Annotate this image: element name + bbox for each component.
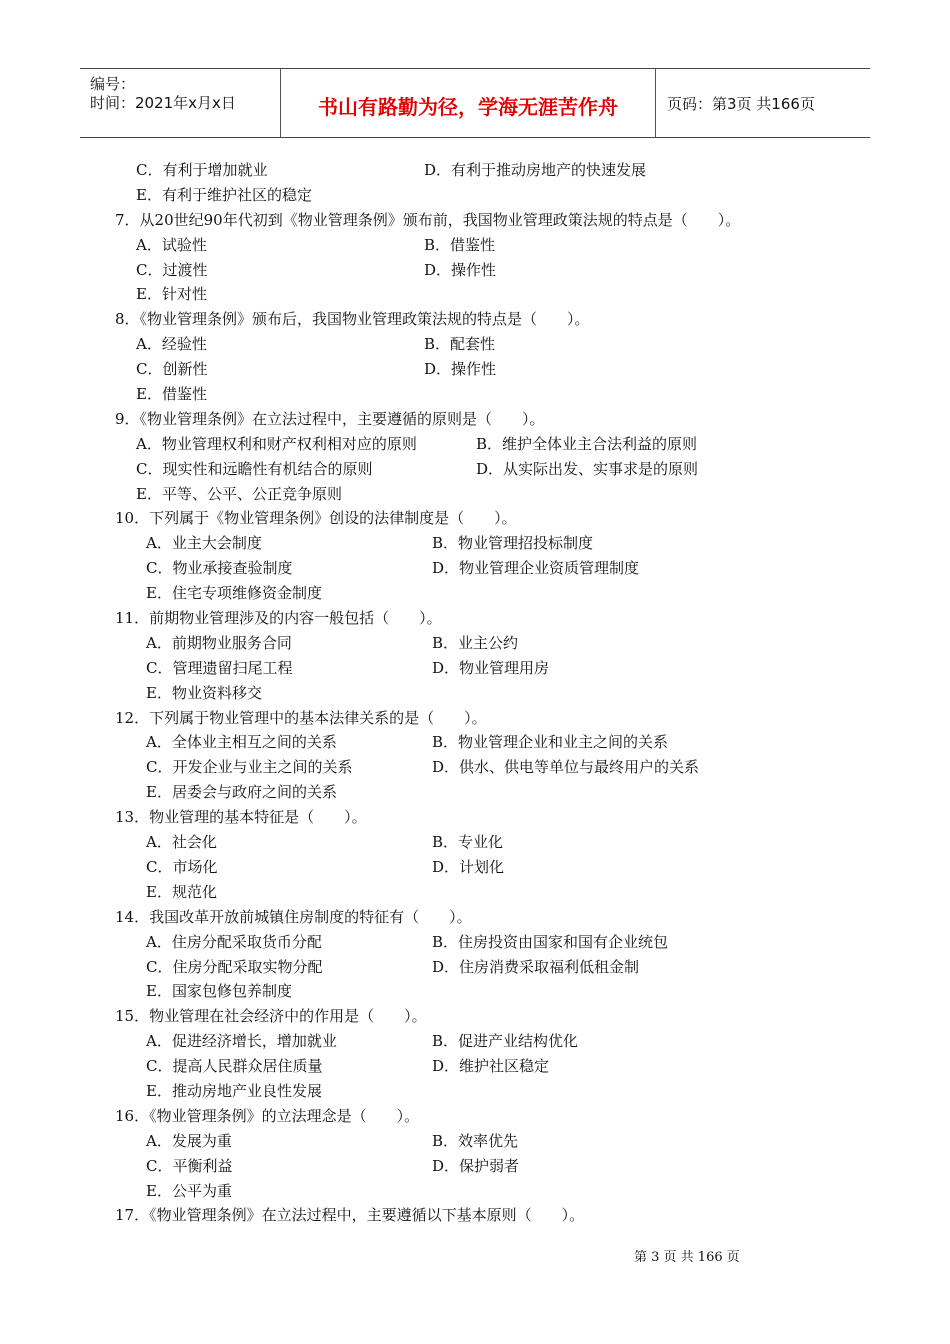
option-right: D．供水、供电等单位与最终用户的关系 [432, 758, 700, 777]
option-left: E．推动房地产业良性发展 [146, 1081, 322, 1100]
option-right: B．住房投资由国家和国有企业统包 [432, 932, 669, 951]
question-stem [0, 407, 950, 432]
option-row [0, 158, 950, 183]
option-row [0, 332, 950, 357]
option-row [0, 1054, 950, 1079]
option-left: A．促进经济增长，增加就业 [146, 1032, 337, 1051]
option-row [0, 357, 950, 382]
option-row [0, 1179, 950, 1204]
option-row [0, 556, 950, 581]
question-text: 15．物业管理在社会经济中的作用是（ ）。 [115, 1007, 427, 1026]
option-row [0, 631, 950, 656]
option-right: D．操作性 [424, 360, 497, 379]
question-stem [0, 208, 950, 233]
option-row [0, 282, 950, 307]
question-text: 8．《物业管理条例》颁布后，我国物业管理政策法规的特点是（ ）。 [115, 310, 590, 329]
option-left: C．有利于增加就业 [136, 161, 268, 179]
option-left: C．住房分配采取实物分配 [146, 957, 323, 976]
option-row [0, 457, 950, 482]
option-row [0, 382, 950, 407]
question-text: 12．下列属于物业管理中的基本法律关系的是（ ）。 [115, 708, 487, 727]
question-text: 10．下列属于《物业管理条例》创设的法律制度是（ ）。 [115, 509, 517, 528]
option-right: B．配套性 [424, 335, 496, 354]
option-left: E．住宅专项维修资金制度 [146, 584, 322, 603]
option-left: E．物业资料移交 [146, 683, 262, 702]
option-row [0, 681, 950, 706]
option-left: A．前期物业服务合同 [146, 633, 292, 652]
option-row [0, 930, 950, 955]
option-right: B．业主公约 [432, 633, 519, 652]
question-text: 9．《物业管理条例》在立法过程中，主要遵循的原则是（ ）。 [115, 409, 545, 428]
header-page-code: 页码：第3页 共166页 [667, 95, 815, 113]
question-stem [0, 307, 950, 332]
option-row [0, 183, 950, 208]
option-row [0, 1029, 950, 1054]
option-right: D．物业管理用房 [432, 658, 550, 677]
option-row [0, 432, 950, 457]
option-right: D．操作性 [424, 260, 497, 279]
option-left: A．业主大会制度 [146, 534, 262, 553]
question-list [0, 158, 950, 1228]
question-stem [0, 1104, 950, 1129]
question-text: 11．前期物业管理涉及的内容一般包括（ ）。 [115, 609, 442, 628]
option-row [0, 855, 950, 880]
header-motto-cell [280, 69, 656, 137]
option-right: D．保护弱者 [432, 1156, 520, 1175]
option-row [0, 531, 950, 556]
option-row [0, 979, 950, 1004]
question-stem [0, 1203, 950, 1228]
option-right: B．专业化 [432, 833, 504, 852]
option-left: E．规范化 [146, 882, 217, 901]
option-left: E．国家包修包养制度 [146, 982, 292, 1001]
option-left: C．提高人民群众居住质量 [146, 1057, 323, 1076]
option-row [0, 730, 950, 755]
option-right: B．物业管理企业和业主之间的关系 [432, 733, 669, 752]
question-text: 16．《物业管理条例》的立法理念是（ ）。 [115, 1106, 420, 1125]
option-right: D．物业管理企业资质管理制度 [432, 559, 640, 578]
option-right: D．有利于推动房地产的快速发展 [424, 161, 647, 179]
option-row [0, 656, 950, 681]
option-right: D．计划化 [432, 857, 505, 876]
option-right: B．物业管理招投标制度 [432, 534, 594, 553]
option-row [0, 755, 950, 780]
option-row [0, 233, 950, 258]
question-text: 17．《物业管理条例》在立法过程中，主要遵循以下基本原则（ ）。 [115, 1206, 585, 1225]
question-stem [0, 706, 950, 731]
document-number-label: 编号： [90, 75, 136, 93]
option-left: C．市场化 [146, 857, 218, 876]
option-left: A．物业管理权利和财产权利相对应的原则 [136, 434, 417, 453]
option-left: E．借鉴性 [136, 385, 207, 404]
option-row [0, 1129, 950, 1154]
option-row [0, 780, 950, 805]
option-left: A．住房分配采取货币分配 [146, 932, 322, 951]
option-left: C．管理遗留扫尾工程 [146, 658, 293, 677]
option-row [0, 581, 950, 606]
question-stem [0, 1004, 950, 1029]
option-row [0, 258, 950, 283]
option-left: E．针对性 [136, 285, 207, 304]
option-right: B．借鉴性 [424, 235, 496, 254]
option-row [0, 482, 950, 507]
option-left: A．试验性 [136, 235, 207, 254]
option-right: D．维护社区稳定 [432, 1057, 550, 1076]
header-page-cell [655, 69, 870, 137]
question-stem [0, 905, 950, 930]
option-left: E．有利于维护社区的稳定 [136, 185, 312, 204]
page-footer: 第 3 页 共 166 页 [634, 1250, 740, 1265]
option-left: E．平等、公平、公正竞争原则 [136, 484, 342, 503]
question-stem [0, 606, 950, 631]
option-row [0, 880, 950, 905]
header-meta-cell [80, 69, 280, 137]
option-left: A．发展为重 [146, 1131, 232, 1150]
option-left: C．创新性 [136, 360, 208, 379]
option-left: C．过渡性 [136, 260, 208, 279]
option-left: E．居委会与政府之间的关系 [146, 783, 337, 802]
option-right: B．效率优先 [432, 1131, 519, 1150]
option-left: C．平衡利益 [146, 1156, 233, 1175]
question-text: 14．我国改革开放前城镇住房制度的特征有（ ）。 [115, 907, 472, 926]
question-stem [0, 506, 950, 531]
question-text: 13．物业管理的基本特征是（ ）。 [115, 808, 367, 827]
option-left: A．全体业主相互之间的关系 [146, 733, 337, 752]
option-row [0, 830, 950, 855]
option-right: B．维护全体业主合法利益的原则 [476, 434, 698, 453]
option-row [0, 1154, 950, 1179]
option-left: C．物业承接查验制度 [146, 559, 293, 578]
option-left: E．公平为重 [146, 1181, 232, 1200]
option-right: D．住房消费采取福利低租金制 [432, 957, 640, 976]
option-left: C．开发企业与业主之间的关系 [146, 758, 353, 777]
header-motto: 书山有路勤为径，学海无涯苦作舟 [318, 95, 618, 119]
option-row [0, 955, 950, 980]
option-row [0, 1079, 950, 1104]
question-text: 7．从20世纪90年代初到《物业管理条例》颁布前，我国物业管理政策法规的特点是（ ）。 [115, 210, 741, 229]
option-left: C．现实性和远瞻性有机结合的原则 [136, 459, 373, 478]
document-time-label: 时间：2021年x月x日 [90, 94, 236, 112]
option-left: A．经验性 [136, 335, 207, 354]
option-right: B．促进产业结构优化 [432, 1032, 579, 1051]
option-right: D．从实际出发、实事求是的原则 [476, 459, 699, 478]
option-left: A．社会化 [146, 833, 217, 852]
document-header [80, 68, 870, 138]
question-stem [0, 805, 950, 830]
